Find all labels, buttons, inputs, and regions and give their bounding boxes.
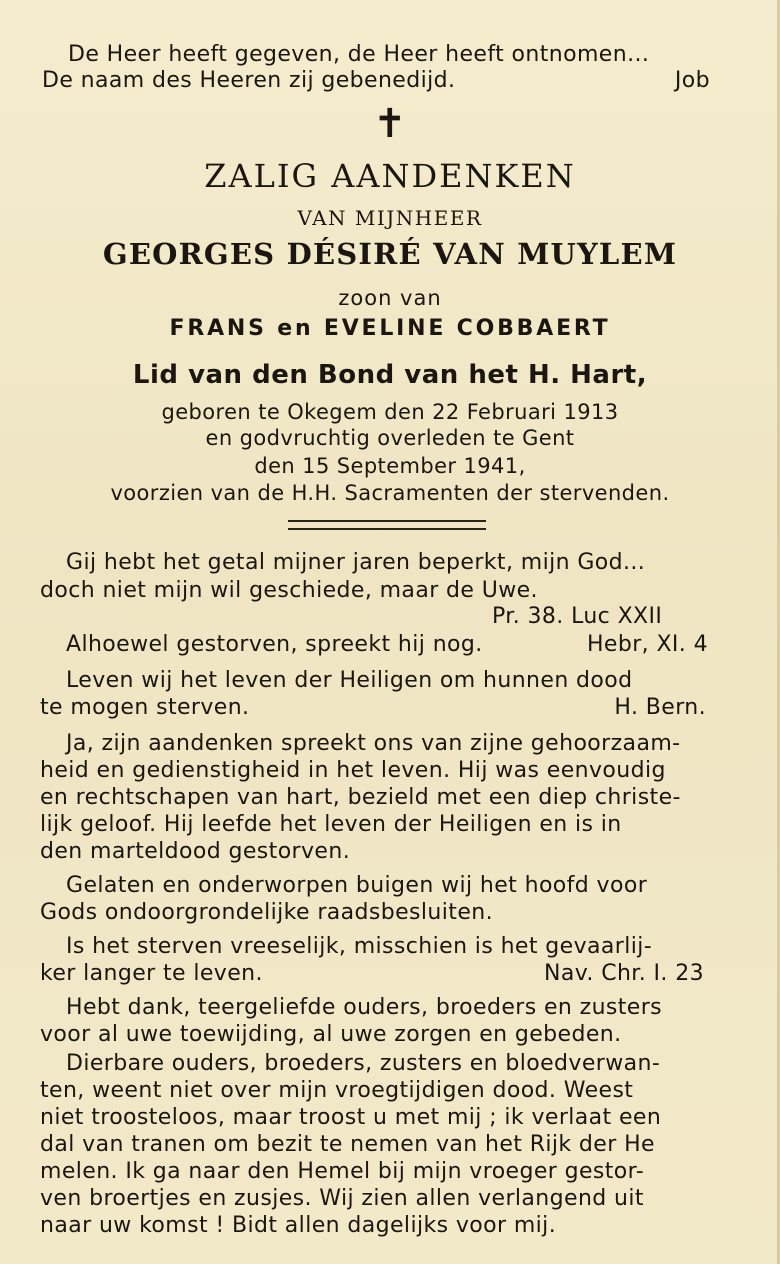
text-line: dal van tranen om bezit te nemen van het Rijk der He [40,1132,655,1157]
text-line: Dierbare ouders, broeders, zusters en bloedverwan- [66,1051,661,1076]
text-line: melen. Ik ga naar den Hemel bij mijn vroeger gestor- [40,1159,645,1184]
text-line: niet troosteloos, maar troost u met mij ; ik verlaat een [40,1105,662,1130]
text-line: Leven wij het leven der Heiligen om hunnen dood [66,668,633,693]
zoon-van: zoon van [338,286,442,310]
top-quote-text: De naam des Heeren zij gebenedijd. [42,68,456,93]
text-line: den marteldood gestorven. [40,839,351,864]
text-span: ker langer te leven. [40,961,263,986]
text-line [40,697,706,719]
bond-membership: Lid van den Bond van het H. Hart, [132,360,648,390]
text-line: Gij hebt het getal mijner jaren beperkt, mijn God... [66,550,646,575]
text-line: Ja, zijn aandenken spreekt ons van zijne gehoorzaam- [66,731,681,756]
card-title: ZALIG AANDENKEN [204,157,576,195]
text-line: naar uw komst ! Bidt allen dagelijks voor mij. [40,1213,557,1238]
birth-line: geboren te Okegem den 22 Februari 1913 [161,400,619,424]
text-source: Hebr, XI. 4 [586,632,708,657]
text-line: en rechtschapen van hart, bezield met een diep christe- [40,785,681,810]
text-span: te mogen sterven. [40,695,250,720]
death-date: den 15 September 1941, [254,454,526,478]
top-quote-line-2 [42,70,710,92]
text-line: ven broertjes en zusjes. Wij zien allen verlangend uit [40,1186,644,1211]
text-line [66,634,708,656]
text-line: doch niet mijn wil geschiede, maar de Uwe. [40,578,538,603]
text-line: heid en gedienstigheid in het leven. Hij was eenvoudig [40,758,666,783]
text-line: ten, weent niet over mijn vroegtijdigen dood. Weest [40,1078,634,1103]
sacraments-line: voorzien van de H.H. Sacramenten der stervenden. [110,481,670,505]
text-line: Is het sterven vreeselijk, misschien is het gevaarlij- [66,934,653,959]
top-quote-source: Job [674,68,710,93]
cross-icon: ✝ [373,101,407,147]
text-line: Gods ondoorgrondelijke raadsbesluiten. [40,900,493,925]
parents-names: FRANS en EVELINE COBBAERT [169,316,611,341]
text-line: Hebt dank, teergeliefde ouders, broeders en zusters [66,995,663,1020]
text-source: Nav. Chr. I. 23 [543,961,704,986]
text-span: Alhoewel gestorven, spreekt hij nog. [66,632,483,657]
deceased-name: GEORGES DÉSIRÉ VAN MUYLEM [102,237,678,271]
text-line: Gelaten en onderworpen buigen wij het hoofd voor [66,873,648,898]
divider-rule [288,520,486,530]
death-line: en godvruchtig overleden te Gent [205,426,575,450]
text-source: H. Bern. [614,695,706,720]
text-line: voor al uwe toewijding, al uwe zorgen en gebeden. [40,1022,622,1047]
van-mijnheer: VAN MIJNHEER [297,206,483,230]
text-line [40,963,704,985]
text-source: Pr. 38. Luc XXII [492,604,663,629]
top-quote-line-1: De Heer heeft gegeven, de Heer heeft ontnomen... [68,42,650,67]
text-line: lijk geloof. Hij leefde het leven der Heiligen en is in [40,812,622,837]
